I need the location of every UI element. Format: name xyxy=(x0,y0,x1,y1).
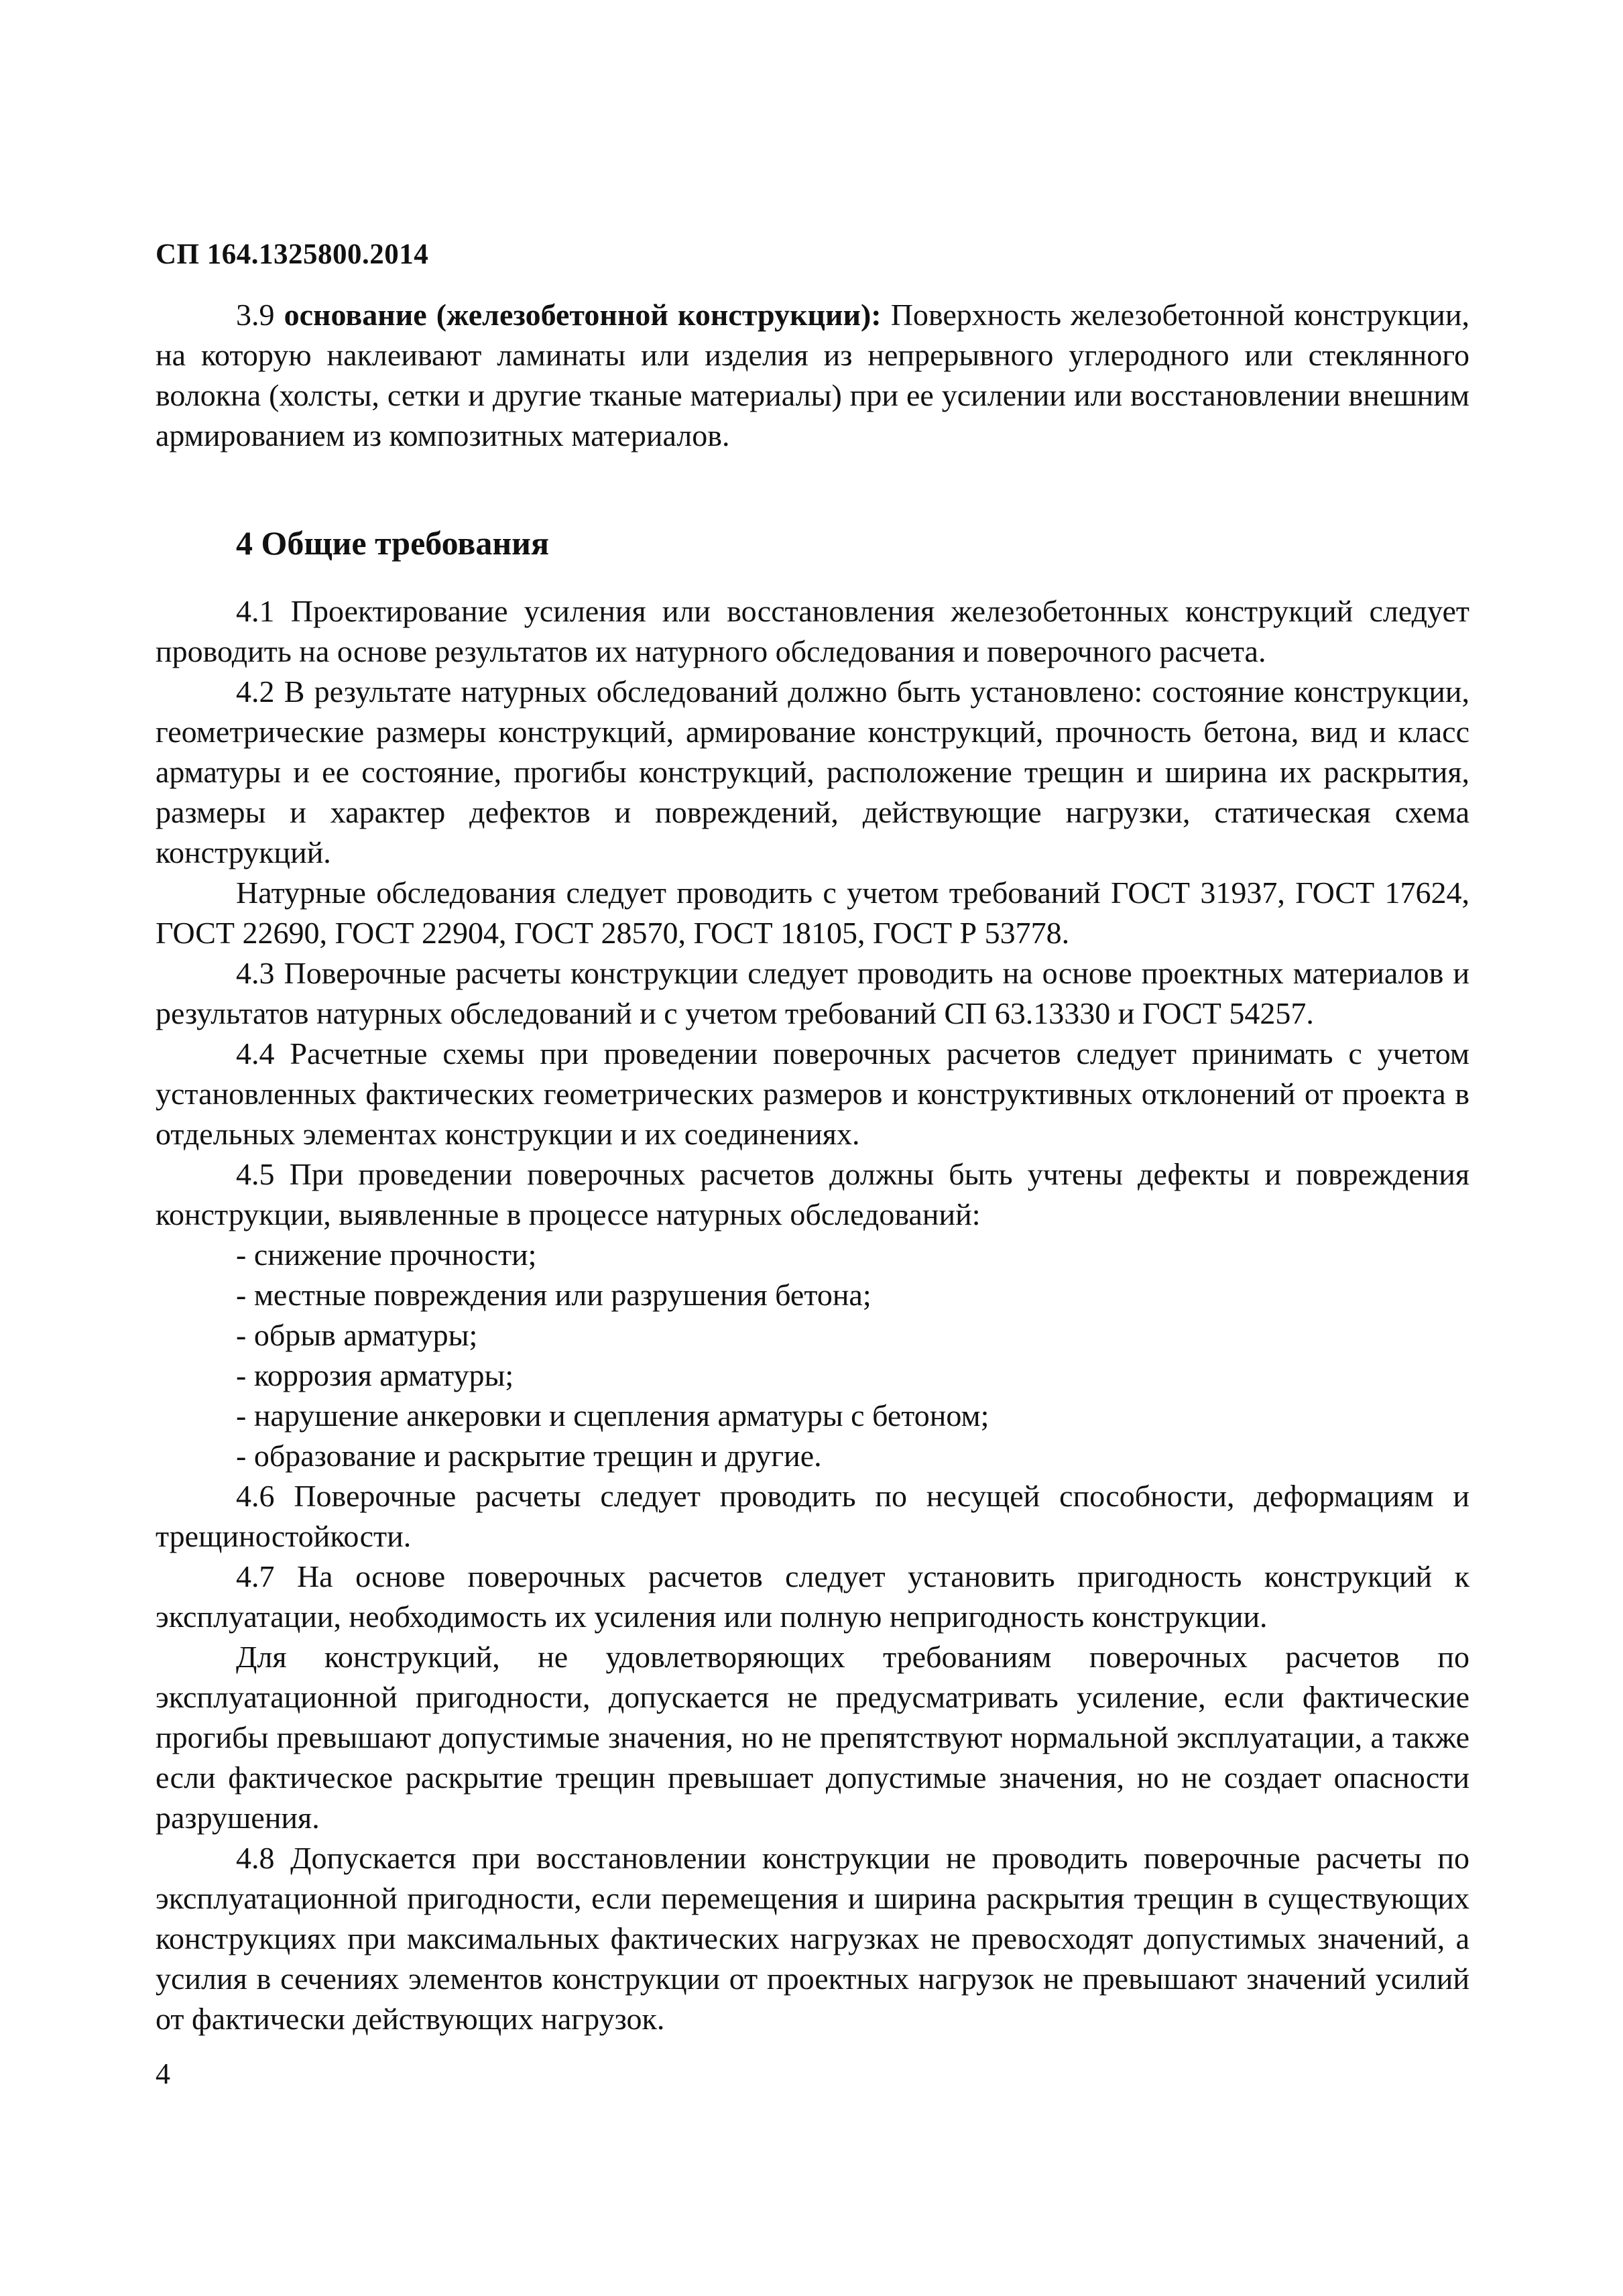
paragraph-4-1: 4.1 Проектирование усиления или восстановления железобетонных конструкций следует проводить на основе результатов их натурного обследования и поверочного расчета. xyxy=(156,594,1469,668)
paragraph-3-9-text: Поверхность железобетонной конструкции, на которую наклеивают ламинаты или изделия из непрерывного углеродного или стеклянного волокна (холсты, сетки и другие тканые материалы) при ее усилении или восстановлении внешним армированием из композитных материалов. xyxy=(156,298,1469,452)
list-item: - обрыв арматуры; xyxy=(236,1318,478,1352)
paragraph-4-2-standards: Натурные обследования следует проводить с учетом требований ГОСТ 31937, ГОСТ 17624, ГОСТ 22690, ГОСТ 22904, ГОСТ 28570, ГОСТ 18105, ГОСТ Р 53778. xyxy=(156,875,1469,950)
page-number: 4 xyxy=(156,2057,170,2090)
defects-list xyxy=(156,1235,1469,1476)
paragraph-4-7-note: Для конструкций, не удовлетворяющих требованиям поверочных расчетов по эксплуатационной пригодности, допускается не предусматривать усиление, если фактические прогибы превышают допустимые значения, но не препятствуют нормальной эксплуатации, а также если фактическое раскрытие трещин превышает допустимые значения, но не создает опасности разрушения. xyxy=(156,1640,1469,1835)
paragraph-4-3: 4.3 Поверочные расчеты конструкции следует проводить на основе проектных материалов и результатов натурных обследований и с учетом требований СП 63.13330 и ГОСТ 54257. xyxy=(156,956,1469,1030)
paragraph-4-4: 4.4 Расчетные схемы при проведении поверочных расчетов следует принимать с учетом установленных фактических геометрических размеров и конструктивных отклонений от проекта в отдельных элементах конструкции и их соединениях. xyxy=(156,1036,1469,1151)
document-body xyxy=(156,295,1469,2039)
paragraph-4-7: 4.7 На основе поверочных расчетов следует установить пригодность конструкций к эксплуатации, необходимость их усиления или полную непригодность конструкции. xyxy=(156,1559,1469,1634)
term-definition: основание (железобетонной конструкции): xyxy=(284,298,882,332)
paragraph-3-9-number: 3.9 xyxy=(236,298,275,332)
paragraph-4-6: 4.6 Поверочные расчеты следует проводить по несущей способности, деформациям и трещиностойкости. xyxy=(156,1479,1469,1553)
list-item: - снижение прочности; xyxy=(236,1237,537,1272)
document-code: СП 164.1325800.2014 xyxy=(156,239,429,270)
list-item: - образование и раскрытие трещин и другие. xyxy=(236,1439,822,1473)
list-item: - коррозия арматуры; xyxy=(236,1358,514,1392)
list-item: - нарушение анкеровки и сцепления арматуры с бетоном; xyxy=(236,1398,989,1433)
section-heading: 4 Общие требования xyxy=(236,524,550,562)
paragraph-3-9 xyxy=(156,295,1469,456)
paragraph-4-2: 4.2 В результате натурных обследований должно быть установлено: состояние конструкции, геометрические размеры конструкций, армирование конструкций, прочность бетона, вид и класс арматуры и ее состояние, прогибы конструкций, расположение трещин и ширина их раскрытия, размеры и характер дефектов и повреждений, действующие нагрузки, статическая схема конструкций. xyxy=(156,674,1469,869)
paragraph-4-5: 4.5 При проведении поверочных расчетов должны быть учтены дефекты и повреждения конструкции, выявленные в процессе натурных обследований: xyxy=(156,1157,1469,1231)
list-item: - местные повреждения или разрушения бетона; xyxy=(236,1278,871,1312)
paragraph-4-8: 4.8 Допускается при восстановлении конструкции не проводить поверочные расчеты по эксплуатационной пригодности, если перемещения и ширина раскрытия трещин в существующих конструкциях при максимальных фактических нагрузках не превосходят допустимых значений, а усилия в сечениях элементов конструкции от проектных нагрузок не превышают значений усилий от фактически действующих нагрузок. xyxy=(156,1841,1469,2036)
